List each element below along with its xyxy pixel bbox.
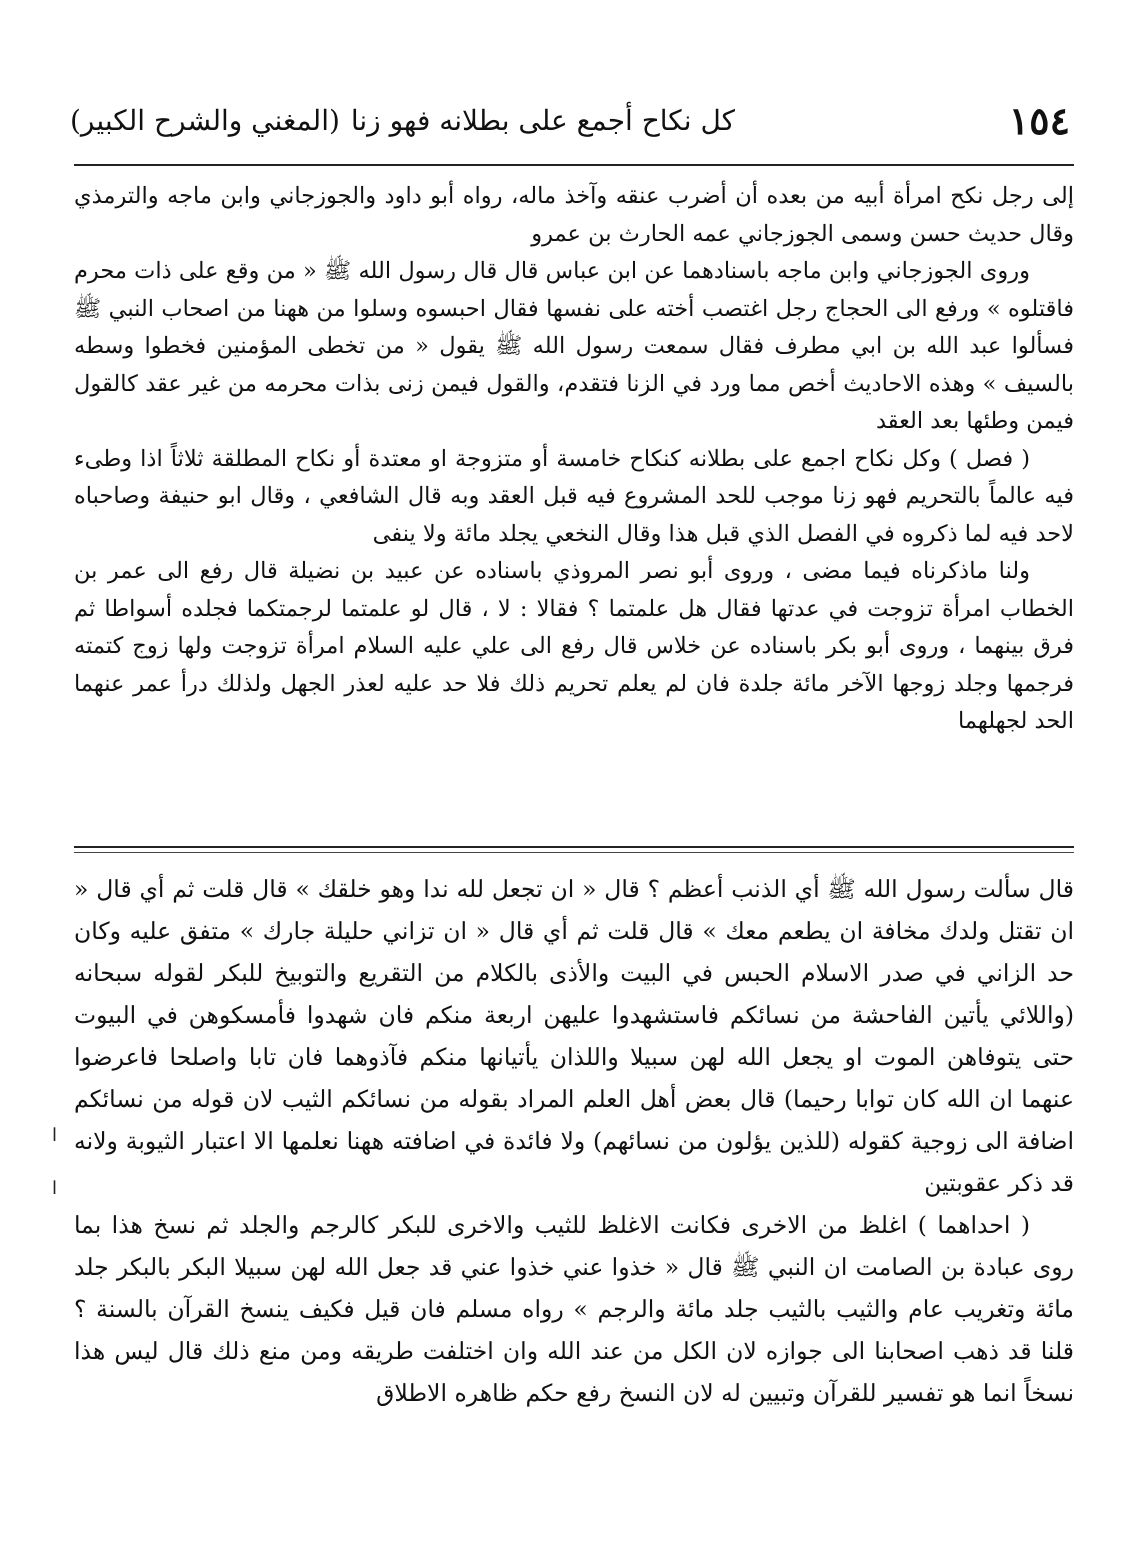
section-divider [74,846,1074,848]
main-text [74,178,1074,741]
book-title: (المغني والشرح الكبير) [70,104,340,137]
page-number: ١٥٤ [1008,98,1070,143]
main-paragraph-2: وروى الجوزجاني وابن ماجه باسنادهما عن ابن عباس قال قال رسول الله ﷺ « من وقع على ذات محرم فاقتلوه » ورفع الى الحجاج رجل اغتصب أخته على نفسها فقال احبسوه وسلوا من ههنا من اصحاب النبي ﷺ فسألوا عبد الله بن ابي مطرف فقال سمعت رسول الله ﷺ يقول « من تخطى المؤمنين فخطوا وسطه بالسيف » وهذه الاحاديث أخص مما ورد في الزنا فتقدم، والقول فيمن زنى بذات محرمه من غير عقد كالقول فيمن وطئها بعد العقد [74,258,1074,434]
main-paragraph-4: ولنا ماذكرناه فيما مضى ، وروى أبو نصر المروذي باسناده عن عبيد بن نضيلة قال رفع الى عمر بن الخطاب امرأة تزوجت في عدتها فقال هل علمتما ؟ فقالا : لا ، قال لو علمتما لرجمتكما فجلده أسواطا ثم فرق بينهما ، وروى أبو بكر باسناده عن خلاس قال رفع الى علي عليه السلام امرأة تزوجت ولها زوج كتمته فرجمها وجلد زوجها الآخر مائة جلدة فان لم يعلم تحريم ذلك فلا حد عليه لعذر الجهل ولذلك درأ عمر عنهما الحد لجهلهما [74,558,1074,734]
main-paragraph-1: إلى رجل نكح امرأة أبيه من بعده أن أضرب عنقه وآخذ ماله، رواه أبو داود والجوزجاني وابن ماجه والترمذي وقال حديث حسن وسمى الجوزجاني عمه الحارث بن عمرو [74,183,1074,247]
page-header [70,96,1070,160]
margin-mark: ا [52,1178,58,1199]
section-divider-thin [74,852,1074,853]
margin-mark: ا [52,1125,58,1146]
main-paragraph-3: ( فصل ) وكل نكاح اجمع على بطلانه كنكاح خامسة أو متزوجة او معتدة أو نكاح المطلقة ثلاثاً اذا وطىء فيه عالماً بالتحريم فهو زنا موجب للحد المشروع فيه قبل العقد وبه قال الشافعي ، وقال ابو حنيفة وصاحباه لاحد فيه لما ذكروه في الفصل الذي قبل هذا وقال النخعي يجلد مائة ولا ينفى [74,445,1074,547]
running-title: كل نكاح أجمع على بطلانه فهو زنا [350,104,735,137]
commentary-paragraph-2: ( احداهما ) اغلظ من الاخرى فكانت الاغلظ للثيب والاخرى للبكر كالرجم والجلد ثم نسخ هذا بما روى عبادة بن الصامت ان النبي ﷺ قال « خذوا عني خذوا عني قد جعل الله لهن سبيلا البكر بالبكر جلد مائة وتغريب عام والثيب بالثيب جلد مائة والرجم » رواه مسلم فان قيل فكيف ينسخ القرآن بالسنة ؟ قلنا قد ذهب اصحابنا الى جوازه لان الكل من عند الله وان اختلفت طريقه ومن منع ذلك قال ليس هذا نسخاً انما هو تفسير للقرآن وتبيين له لان النسخ رفع حكم ظاهره الاطلاق [74,1211,1074,1407]
header-rule [74,164,1074,166]
commentary-paragraph-1: قال سألت رسول الله ﷺ أي الذنب أعظم ؟ قال « ان تجعل لله ندا وهو خلقك » قال قلت ثم أي قال « ان تقتل ولدك مخافة ان يطعم معك » قال قلت ثم أي قال « ان تزاني حليلة جارك » متفق عليه وكان حد الزاني في صدر الاسلام الحبس في البيت والأذى بالكلام من التقريع والتوبيخ للبكر لقوله سبحانه (واللائي يأتين الفاحشة من نسائكم فاستشهدوا عليهن اربعة منكم فان شهدوا فأمسكوهن في البيوت حتى يتوفاهن الموت او يجعل الله لهن سبيلا واللذان يأتيانها منكم فآذوهما فان تابا واصلحا فاعرضوا عنهما ان الله كان توابا رحيما) قال بعض أهل العلم المراد بقوله من نسائكم الثيب لان قوله من نسائكم اضافة الى زوجية كقوله (للذين يؤلون من نسائهم) ولا فائدة في اضافته ههنا نعلمها الا اعتبار الثيوبة ولانه قد ذكر عقوبتين [74,875,1074,1197]
commentary-text [74,868,1074,1414]
